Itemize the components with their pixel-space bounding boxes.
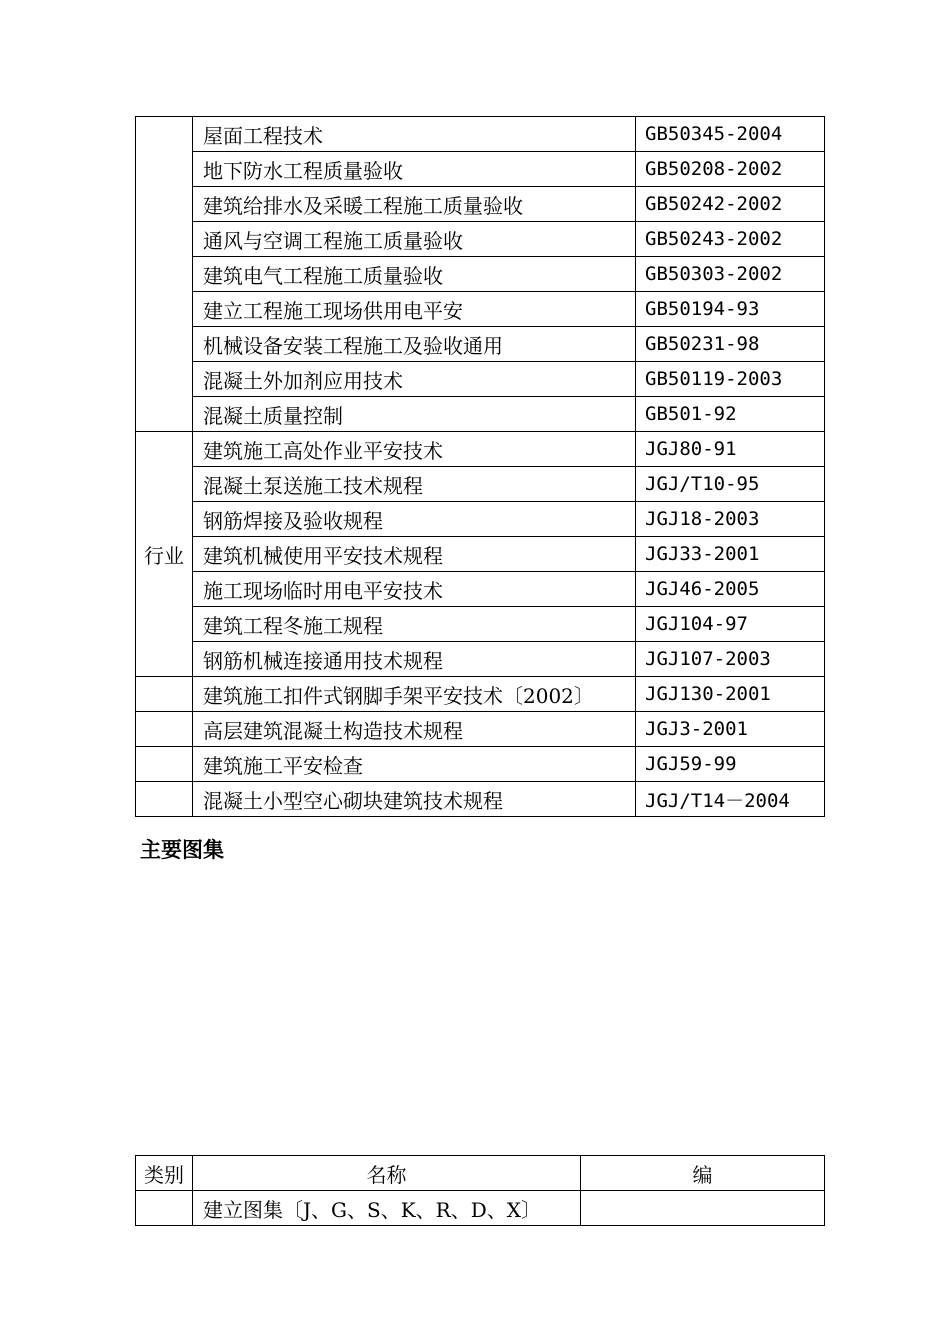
standard-code: JGJ3-2001: [636, 712, 825, 747]
standard-name: 建筑机械使用平安技术规程: [193, 537, 636, 572]
standard-code: GB50119-2003: [636, 362, 825, 397]
table-row: [136, 782, 825, 817]
standard-name: 混凝土外加剂应用技术: [193, 362, 636, 397]
category-cell: 行业: [136, 432, 193, 677]
standard-code: GB50303-2002: [636, 257, 825, 292]
table-row: [136, 327, 825, 362]
table-row: [136, 537, 825, 572]
standard-name: 机械设备安装工程施工及验收通用: [193, 327, 636, 362]
header-name: 名称: [193, 1156, 581, 1191]
standard-code: JGJ/T14－2004: [636, 782, 825, 817]
standard-name: 建立工程施工现场供用电平安: [193, 292, 636, 327]
standard-name: 建筑工程冬施工规程: [193, 607, 636, 642]
standard-name: 地下防水工程质量验收: [193, 152, 636, 187]
standard-code: GB50231-98: [636, 327, 825, 362]
table-row: [136, 222, 825, 257]
category-cell: [136, 712, 193, 747]
table-row: [136, 642, 825, 677]
table-row: [136, 117, 825, 152]
standard-name: 钢筋焊接及验收规程: [193, 502, 636, 537]
standard-code: GB50208-2002: [636, 152, 825, 187]
table-row: [136, 712, 825, 747]
standard-code: JGJ104-97: [636, 607, 825, 642]
table-row: [136, 607, 825, 642]
standard-code: GB501-92: [636, 397, 825, 432]
atlas-row: [136, 1191, 825, 1226]
standard-name: 施工现场临时用电平安技术: [193, 572, 636, 607]
table-row: [136, 152, 825, 187]
standard-code: JGJ18-2003: [636, 502, 825, 537]
header-category: 类别: [136, 1156, 193, 1191]
standard-code: JGJ107-2003: [636, 642, 825, 677]
atlas-cell-code: [581, 1191, 825, 1226]
category-cell: [136, 747, 193, 782]
standard-name: 混凝土质量控制: [193, 397, 636, 432]
table-row: [136, 747, 825, 782]
standard-code: JGJ46-2005: [636, 572, 825, 607]
category-cell: [136, 117, 193, 432]
section-title: 主要图集: [140, 838, 224, 862]
table-row: [136, 432, 825, 467]
atlas-cell-name: 建立图集〔J、G、S、K、R、D、X〕: [193, 1191, 581, 1226]
standard-code: GB50194-93: [636, 292, 825, 327]
standard-name: 建筑施工平安检查: [193, 747, 636, 782]
standard-code: GB50243-2002: [636, 222, 825, 257]
standard-name: 建筑给排水及采暖工程施工质量验收: [193, 187, 636, 222]
standard-name: 钢筋机械连接通用技术规程: [193, 642, 636, 677]
table-row: [136, 677, 825, 712]
table-row: [136, 397, 825, 432]
standard-name: 高层建筑混凝土构造技术规程: [193, 712, 636, 747]
standard-code: JGJ59-99: [636, 747, 825, 782]
table-row: [136, 467, 825, 502]
standard-code: JGJ80-91: [636, 432, 825, 467]
standard-name: 建筑施工扣件式钢脚手架平安技术〔2002〕: [193, 677, 636, 712]
standard-name: 建筑施工高处作业平安技术: [193, 432, 636, 467]
standards-table: [135, 116, 825, 817]
atlas-table: [135, 1155, 825, 1226]
standard-code: GB50345-2004: [636, 117, 825, 152]
table-row: [136, 187, 825, 222]
standard-name: 建筑电气工程施工质量验收: [193, 257, 636, 292]
standard-code: GB50242-2002: [636, 187, 825, 222]
category-cell: [136, 782, 193, 817]
atlas-header-row: [136, 1156, 825, 1191]
standard-name: 屋面工程技术: [193, 117, 636, 152]
table-row: [136, 292, 825, 327]
standard-name: 混凝土泵送施工技术规程: [193, 467, 636, 502]
standard-code: JGJ33-2001: [636, 537, 825, 572]
standard-code: JGJ/T10-95: [636, 467, 825, 502]
table-row: [136, 502, 825, 537]
table-row: [136, 572, 825, 607]
category-cell: [136, 677, 193, 712]
standard-name: 通风与空调工程施工质量验收: [193, 222, 636, 257]
table-row: [136, 362, 825, 397]
table-row: [136, 257, 825, 292]
standard-name: 混凝土小型空心砌块建筑技术规程: [193, 782, 636, 817]
header-code: 编: [581, 1156, 825, 1191]
standard-code: JGJ130-2001: [636, 677, 825, 712]
atlas-cell-category: [136, 1191, 193, 1226]
